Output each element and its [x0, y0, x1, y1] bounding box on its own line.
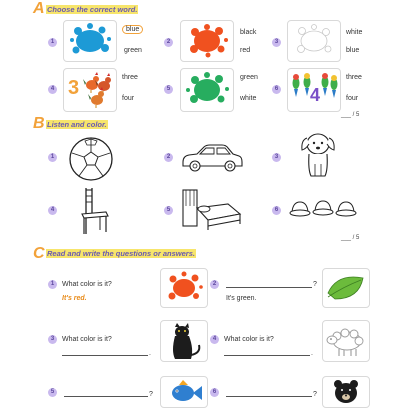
item-number: 4: [48, 206, 57, 215]
answer-line[interactable]: [226, 396, 312, 397]
answer-line[interactable]: [224, 355, 310, 356]
item-number: 1: [48, 280, 57, 289]
item-number: 3: [272, 38, 281, 47]
green-leaf-icon: [322, 268, 370, 308]
item-number: 5: [164, 85, 173, 94]
option-three[interactable]: three: [346, 74, 362, 81]
blue-paint-splash-icon: [63, 20, 117, 62]
hats-icon[interactable]: [288, 198, 360, 220]
section-b-title: Listen and color.: [47, 120, 107, 129]
section-a-title: Choose the correct word.: [47, 5, 138, 14]
option-white[interactable]: white: [346, 29, 363, 36]
three-roosters-icon: [63, 68, 117, 112]
option-blue[interactable]: [122, 25, 143, 34]
score-b: ___ / 5: [341, 235, 360, 241]
item-number: 4: [210, 335, 219, 344]
count-label: 4: [310, 85, 321, 105]
score-a: ___ / 5: [341, 112, 360, 118]
option-blue[interactable]: blue: [346, 47, 360, 54]
option-four[interactable]: four: [122, 95, 135, 102]
option-three[interactable]: three: [122, 74, 138, 81]
black-cat-icon: [160, 320, 208, 362]
option-red[interactable]: red: [240, 47, 251, 54]
answer-text: It's red.: [62, 295, 87, 302]
item-number: 1: [48, 38, 57, 47]
option-white[interactable]: white: [240, 95, 257, 102]
red-paint-splash-icon: [180, 20, 234, 62]
item-number: 6: [210, 388, 219, 397]
item-number: 3: [48, 335, 57, 344]
white-paint-splash-icon: [287, 20, 341, 62]
soccer-ball-icon[interactable]: [68, 136, 114, 182]
section-c-title: Read and write the questions or answers.: [47, 249, 195, 258]
section-c-letter: C: [33, 245, 45, 262]
bed-icon[interactable]: [180, 186, 244, 232]
puppy-icon[interactable]: [298, 128, 338, 180]
question-text: What color is it?: [62, 336, 112, 343]
section-b-letter: B: [33, 115, 45, 132]
question-mark: ?: [313, 281, 317, 288]
option-green[interactable]: green: [124, 47, 142, 54]
answer-text: It's green.: [226, 295, 257, 302]
question-text: What color is it?: [224, 336, 274, 343]
answer-period: .: [311, 350, 313, 357]
item-number: 6: [272, 206, 281, 215]
item-number: 2: [210, 280, 219, 289]
chair-icon[interactable]: [76, 186, 110, 236]
answer-line[interactable]: [226, 287, 312, 288]
answer-line[interactable]: [64, 396, 148, 397]
option-four[interactable]: four: [346, 95, 359, 102]
option-black[interactable]: black: [240, 29, 257, 36]
green-paint-splash-icon: [180, 68, 234, 112]
question-mark: ?: [149, 391, 153, 398]
sheep-icon: [322, 320, 370, 362]
four-parrots-icon: [287, 68, 341, 112]
item-number: 2: [164, 153, 173, 162]
item-number: 5: [164, 206, 173, 215]
item-number: 1: [48, 153, 57, 162]
item-number: 6: [272, 85, 281, 94]
question-mark: ?: [313, 391, 317, 398]
section-a-letter: A: [33, 0, 45, 17]
item-number: 5: [48, 388, 57, 397]
option-green[interactable]: green: [240, 74, 258, 81]
red-paint-splash-icon: [160, 268, 208, 308]
count-label: 3: [68, 77, 80, 99]
answer-line[interactable]: [62, 355, 148, 356]
circled-answer: blue: [122, 25, 143, 34]
black-bear-icon: [322, 376, 370, 408]
item-number: 4: [48, 85, 57, 94]
car-icon[interactable]: [180, 142, 244, 174]
answer-period: .: [149, 350, 151, 357]
question-text: What color is it?: [62, 281, 112, 288]
blue-fish-icon: [160, 376, 208, 408]
item-number: 3: [272, 153, 281, 162]
item-number: 2: [164, 38, 173, 47]
